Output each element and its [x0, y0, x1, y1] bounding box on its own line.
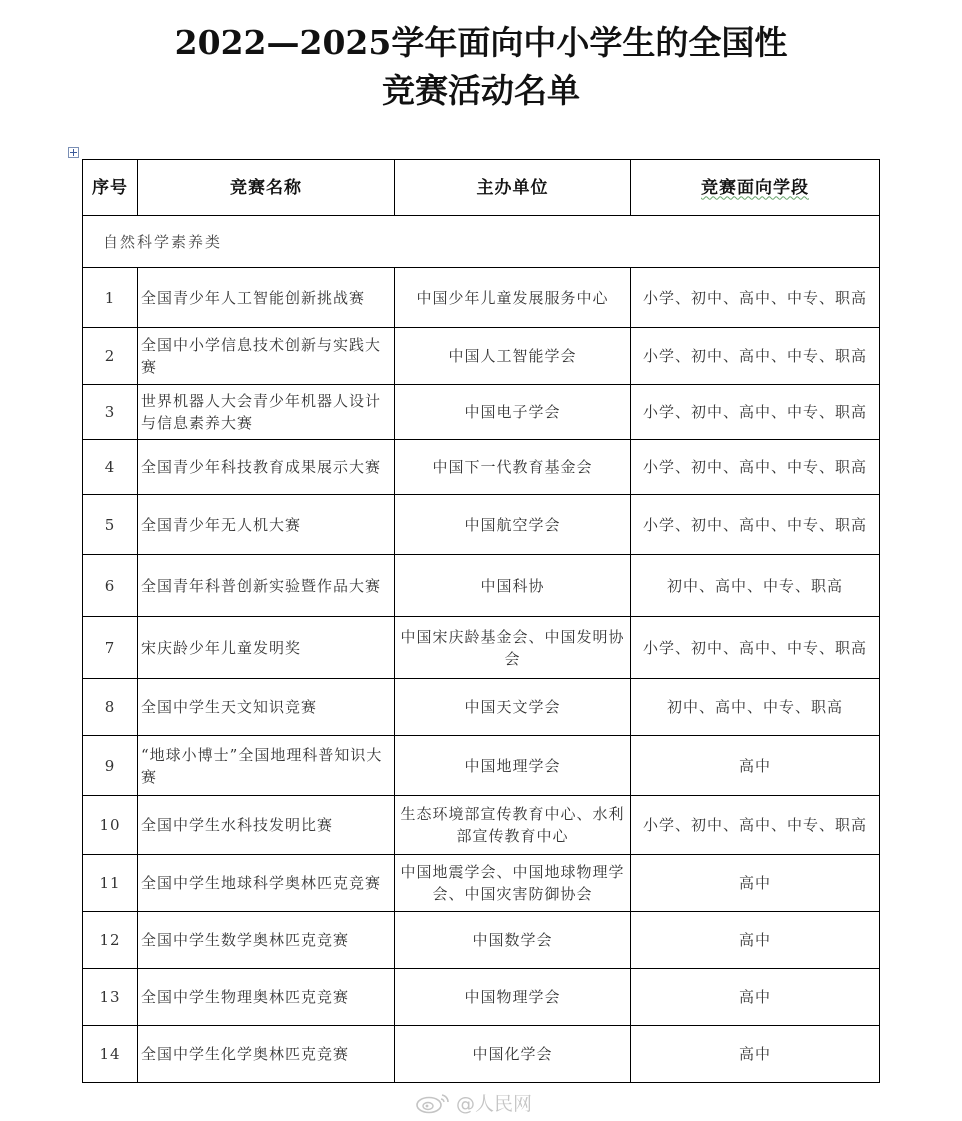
- row-level: 高中: [631, 969, 880, 1026]
- row-org: 中国宋庆龄基金会、中国发明协会: [395, 617, 631, 679]
- row-name: 全国青年科普创新实验暨作品大赛: [138, 555, 395, 617]
- row-level: 小学、初中、高中、中专、职高: [631, 796, 880, 855]
- table-row: [83, 328, 880, 385]
- table-row: [83, 679, 880, 736]
- table-row: [83, 495, 880, 555]
- row-org: 中国人工智能学会: [395, 328, 631, 385]
- row-org: 中国科协: [395, 555, 631, 617]
- row-org: 中国航空学会: [395, 495, 631, 555]
- row-name: 全国中学生化学奥林匹克竞赛: [138, 1026, 395, 1083]
- header-org: 主办单位: [395, 160, 631, 216]
- page-title-line-1: 2022—2025学年面向中小学生的全国性: [174, 23, 788, 62]
- table-row: [83, 796, 880, 855]
- row-level: 初中、高中、中专、职高: [631, 555, 880, 617]
- row-org: 中国少年儿童发展服务中心: [395, 268, 631, 328]
- row-name: 全国青少年科技教育成果展示大赛: [138, 440, 395, 495]
- table-move-handle-icon[interactable]: [68, 147, 79, 158]
- row-org: 中国电子学会: [395, 385, 631, 440]
- row-no: 8: [83, 679, 138, 736]
- row-name: 宋庆龄少年儿童发明奖: [138, 617, 395, 679]
- table-row: [83, 1026, 880, 1083]
- row-no: 6: [83, 555, 138, 617]
- header-level: 竞赛面向学段: [631, 160, 880, 216]
- row-level: 高中: [631, 736, 880, 796]
- header-no: 序号: [83, 160, 138, 216]
- row-name: 全国中学生天文知识竞赛: [138, 679, 395, 736]
- table-row: [83, 268, 880, 328]
- row-name: 全国青少年无人机大赛: [138, 495, 395, 555]
- row-no: 14: [83, 1026, 138, 1083]
- row-no: 1: [83, 268, 138, 328]
- row-level: 高中: [631, 912, 880, 969]
- row-no: 7: [83, 617, 138, 679]
- watermark-text: @人民网: [456, 1093, 533, 1115]
- table-header-row: [83, 160, 880, 216]
- header-name: 竞赛名称: [138, 160, 395, 216]
- row-org: 中国地理学会: [395, 736, 631, 796]
- table-row: [83, 440, 880, 495]
- row-level: 高中: [631, 1026, 880, 1083]
- row-no: 9: [83, 736, 138, 796]
- row-name: 全国中学生物理奥林匹克竞赛: [138, 969, 395, 1026]
- row-org: 中国物理学会: [395, 969, 631, 1026]
- row-no: 2: [83, 328, 138, 385]
- row-no: 3: [83, 385, 138, 440]
- row-org: 中国地震学会、中国地球物理学会、中国灾害防御协会: [395, 855, 631, 912]
- row-level: 小学、初中、高中、中专、职高: [631, 440, 880, 495]
- row-org: 中国天文学会: [395, 679, 631, 736]
- row-name: 世界机器人大会青少年机器人设计与信息素养大赛: [138, 385, 395, 440]
- table-row: [83, 855, 880, 912]
- row-no: 11: [83, 855, 138, 912]
- row-name: 全国中学生地球科学奥林匹克竞赛: [138, 855, 395, 912]
- row-level: 小学、初中、高中、中专、职高: [631, 617, 880, 679]
- row-org: 生态环境部宣传教育中心、水利部宣传教育中心: [395, 796, 631, 855]
- row-org: 中国下一代教育基金会: [395, 440, 631, 495]
- table-row: [83, 555, 880, 617]
- row-org: 中国数学会: [395, 912, 631, 969]
- row-level: 小学、初中、高中、中专、职高: [631, 495, 880, 555]
- table-row: [83, 912, 880, 969]
- row-name: 全国中学生数学奥林匹克竞赛: [138, 912, 395, 969]
- table-row: [83, 736, 880, 796]
- row-level: 初中、高中、中专、职高: [631, 679, 880, 736]
- row-name: 全国中学生水科技发明比赛: [138, 796, 395, 855]
- table-row: [83, 617, 880, 679]
- row-level: 高中: [631, 855, 880, 912]
- row-no: 12: [83, 912, 138, 969]
- watermark: [414, 1089, 532, 1116]
- row-org: 中国化学会: [395, 1026, 631, 1083]
- row-no: 13: [83, 969, 138, 1026]
- row-no: 5: [83, 495, 138, 555]
- table-row: [83, 969, 880, 1026]
- row-level: 小学、初中、高中、中专、职高: [631, 385, 880, 440]
- row-level: 小学、初中、高中、中专、职高: [631, 328, 880, 385]
- row-no: 10: [83, 796, 138, 855]
- section-label: 自然科学素养类: [83, 216, 880, 268]
- row-level: 小学、初中、高中、中专、职高: [631, 268, 880, 328]
- competition-table: [82, 159, 880, 1083]
- row-name: 全国中小学信息技术创新与实践大赛: [138, 328, 395, 385]
- page-title-line-2: 竞赛活动名单: [382, 71, 580, 110]
- weibo-icon: [414, 1092, 452, 1114]
- row-name: 全国青少年人工智能创新挑战赛: [138, 268, 395, 328]
- row-no: 4: [83, 440, 138, 495]
- section-row: [83, 216, 880, 268]
- row-name: “地球小博士”全国地理科普知识大赛: [138, 736, 395, 796]
- table-row: [83, 385, 880, 440]
